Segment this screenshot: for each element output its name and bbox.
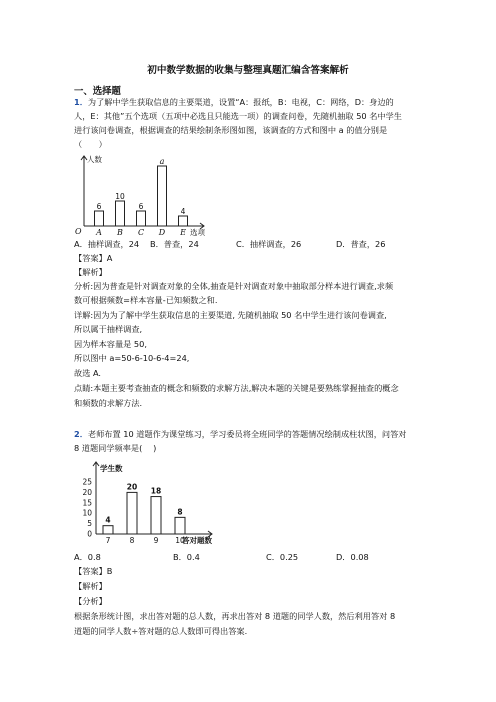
q1-line-4: （ ） bbox=[74, 139, 107, 149]
q2-analysis-head: 【解析】 bbox=[74, 581, 107, 591]
bar-8 bbox=[127, 492, 137, 534]
tick-label-A: A bbox=[96, 228, 102, 236]
q1-answer: 【答案】A bbox=[74, 253, 113, 263]
q1-option-d: D．普查，26 bbox=[336, 239, 386, 249]
data-label-10: 8 bbox=[177, 507, 183, 517]
q1-analysis-line-5: 因为样本容量是 50, bbox=[74, 339, 147, 349]
bar-A bbox=[95, 211, 104, 226]
tick-label-B: B bbox=[117, 228, 123, 236]
q1-option-b: B．普查，24 bbox=[150, 239, 199, 249]
y-tick-0: 0 bbox=[87, 529, 92, 539]
q1-line-1: 1．为了解中学生获取信息的主要渠道，设置“A：报纸，B：电视，C：网络，D：身边的 bbox=[74, 97, 394, 107]
q1-analysis-line-1: 分析:因为普查是针对调查对象的全体,抽查是针对调查对象中抽取部分样本进行调查,求频 bbox=[74, 281, 394, 291]
q1-number: 1． bbox=[74, 97, 88, 107]
section-heading: 一、选择题 bbox=[74, 86, 121, 97]
y-tick-10: 10 bbox=[82, 508, 92, 518]
q2-fenxi-line-1: 根据条形统计图，求出答对题的总人数，再求出答对 8 道题的同学人数，然后利用答对 8 bbox=[74, 611, 396, 621]
bar-9 bbox=[151, 497, 161, 534]
q1-analysis-line-3: 详解:因为为了解中学生获取信息的主要渠道, 先随机抽取 50 名中学生进行该问卷调查, bbox=[74, 310, 387, 320]
tick-label-E: E bbox=[180, 228, 186, 236]
q1-analysis-line-7: 故选 A. bbox=[74, 368, 102, 378]
document-title: 初中数学数据的收集与整理真题汇编含答案解析 bbox=[147, 65, 349, 76]
q1-option-a: A．抽样调查，24 bbox=[74, 239, 140, 249]
x-axis-label: 选项 bbox=[190, 228, 205, 236]
tick-label-10: 10 bbox=[175, 536, 185, 545]
data-label-A: 6 bbox=[96, 202, 102, 211]
q2-option-a: A．0.8 bbox=[74, 552, 101, 562]
q2-line-2: 8 道题同学频率是( ) bbox=[74, 443, 157, 453]
data-label-D: a bbox=[159, 157, 165, 166]
tick-label-C: C bbox=[137, 228, 145, 236]
q1-analysis-head: 【解析】 bbox=[74, 267, 107, 277]
q1-bar-chart bbox=[72, 150, 212, 236]
q2-line-1: 2．老师布置 10 道题作为课堂练习，学习委员将全班同学的答题情况绘制成柱状图，问答对 bbox=[74, 429, 407, 439]
y-tick-25: 25 bbox=[82, 477, 92, 487]
bar-C bbox=[137, 211, 146, 226]
q2-option-b: B．0.4 bbox=[173, 552, 200, 562]
data-label-B: 10 bbox=[115, 192, 125, 201]
bar-E bbox=[179, 216, 188, 226]
q2-option-c: C．0.25 bbox=[266, 552, 299, 562]
bar-10 bbox=[175, 517, 185, 534]
q1-line-2: 人，E：其他”五个选项（五项中必选且只能选一项）的调查问卷，先随机抽取 50 名中学生 bbox=[74, 111, 402, 121]
x-axis-label: 答对题数 bbox=[182, 536, 212, 545]
q2-fenxi-line-2: 道题的同学人数÷答对题的总人数即可得出答案. bbox=[74, 626, 248, 636]
data-label-E: 4 bbox=[180, 207, 186, 216]
tick-label-D: D bbox=[158, 228, 166, 236]
bar-B bbox=[116, 201, 125, 226]
data-label-C: 6 bbox=[138, 202, 144, 211]
y-tick-20: 20 bbox=[82, 487, 92, 497]
q1-line-3: 进行该问卷调查，根据调查的结果绘制条形图如图，该调查的方式和图中 a 的值分别是 bbox=[74, 125, 388, 135]
q1-analysis-line-9: 和频数的求解方法. bbox=[74, 398, 143, 408]
bar-D bbox=[158, 166, 167, 226]
y-axis-label: 人数 bbox=[87, 155, 102, 164]
data-label-9: 18 bbox=[150, 486, 162, 496]
q1-analysis-line-8: 点睛:本题主要考查抽查的概念和频数的求解方法,解决本题的关键是要熟练掌握抽查的概念 bbox=[74, 383, 399, 393]
bar-7 bbox=[103, 526, 113, 534]
q1-analysis-line-6: 所以图中 a=50-6-10-6-4=24, bbox=[74, 353, 190, 363]
tick-label-8: 8 bbox=[129, 536, 135, 545]
tick-label-9: 9 bbox=[153, 536, 159, 545]
q2-option-d: D．0.08 bbox=[336, 552, 369, 562]
y-tick-15: 15 bbox=[82, 498, 92, 508]
q2-number: 2． bbox=[74, 429, 88, 439]
data-label-7: 4 bbox=[105, 515, 111, 525]
y-axis-label: 学生数 bbox=[100, 464, 123, 473]
q1-analysis-line-4: 所以属于抽样调查, bbox=[74, 324, 143, 334]
data-label-8: 20 bbox=[126, 482, 138, 492]
origin-label: O bbox=[75, 227, 82, 236]
y-tick-5: 5 bbox=[87, 519, 92, 529]
q2-fenxi-head: 【分析】 bbox=[74, 596, 107, 606]
q2-answer: 【答案】B bbox=[74, 566, 113, 576]
q2-bar-chart bbox=[72, 458, 222, 548]
q1-option-c: C．抽样调查，26 bbox=[236, 239, 302, 249]
q1-analysis-line-2: 数可根据频数=样本容量-已知频数之和. bbox=[74, 295, 218, 305]
tick-label-7: 7 bbox=[105, 536, 111, 545]
